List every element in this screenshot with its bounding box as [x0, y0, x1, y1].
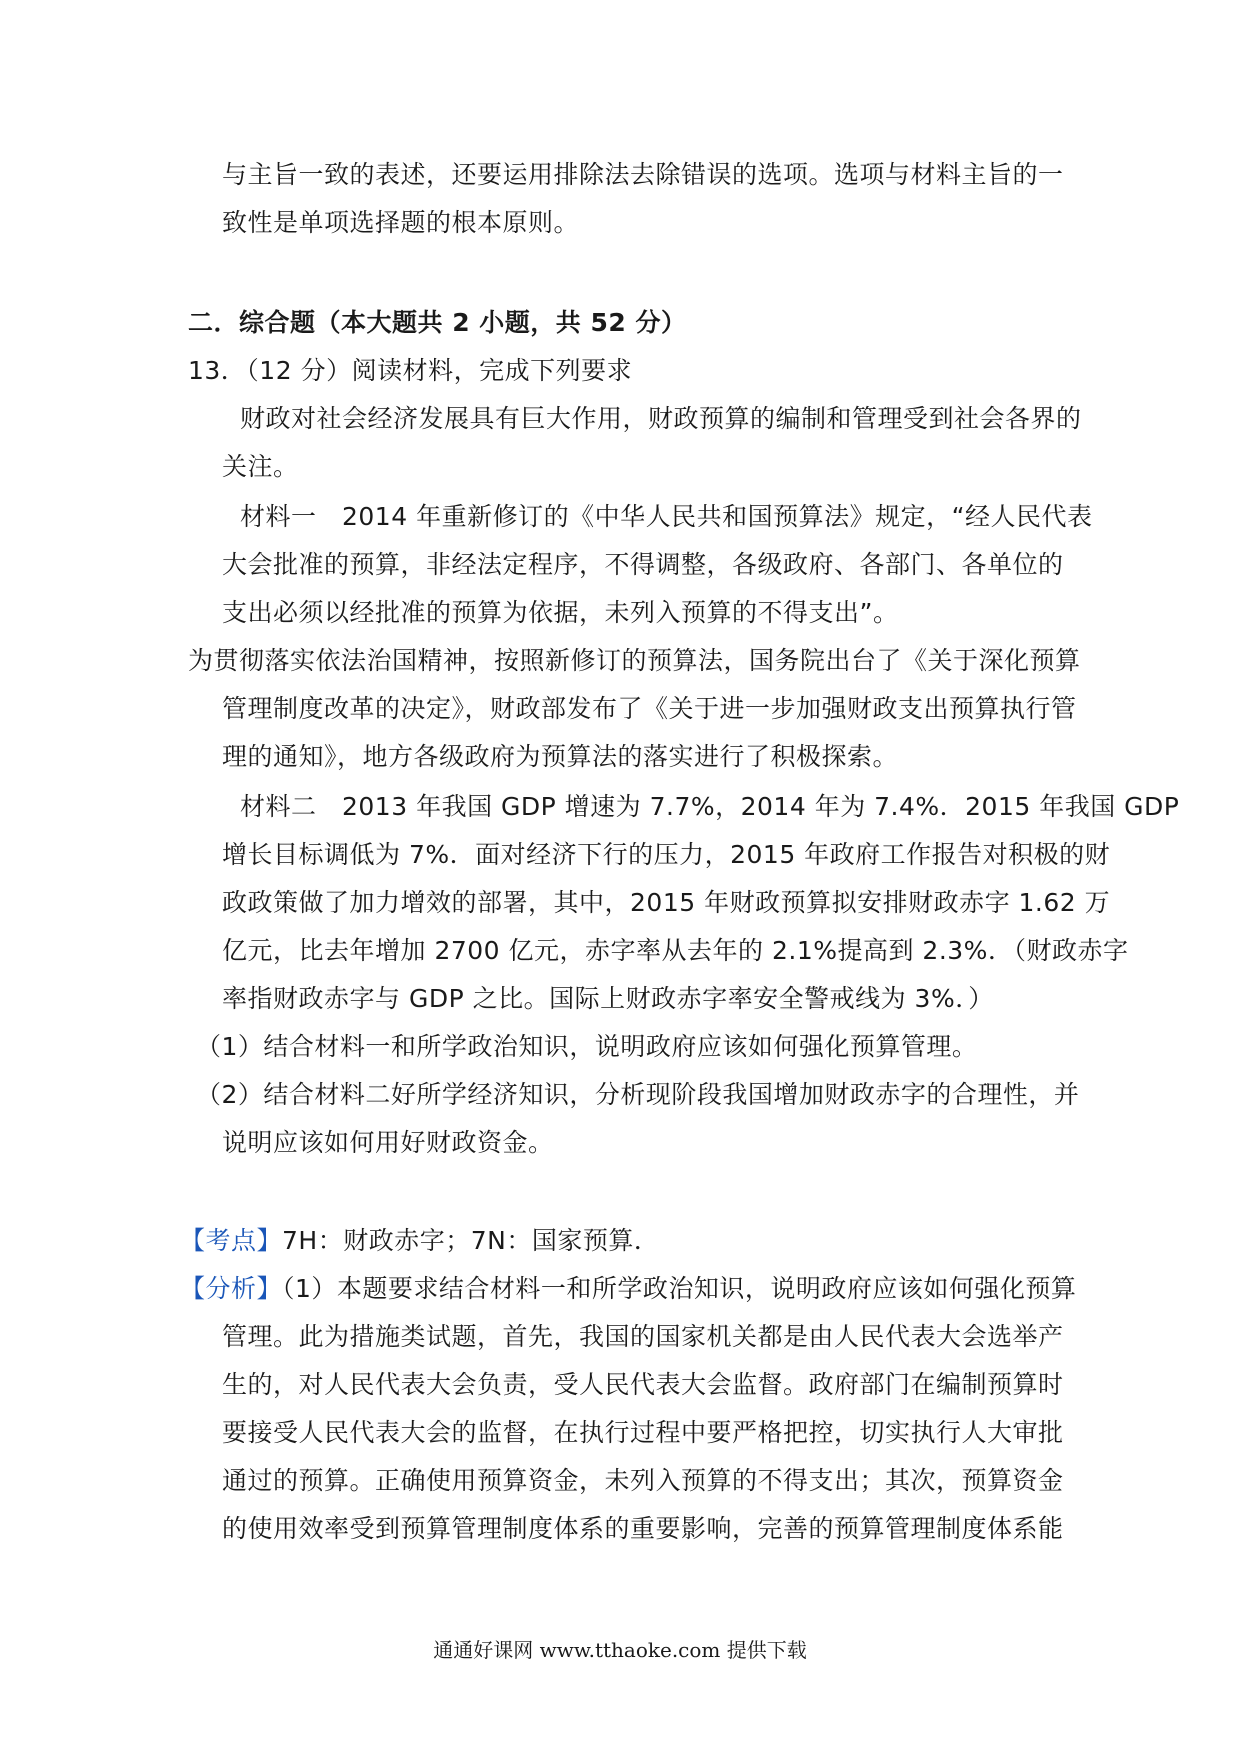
material-2-line: 政政策做了加力增效的部署，其中，2015 年财政预算拟安排财政赤字 1.62 万: [222, 888, 1111, 917]
sub-question-2: 说明应该如何用好财政资金。: [222, 1128, 554, 1157]
material-1-line: 为贯彻落实依法治国精神，按照新修订的预算法，国务院出台了《关于深化预算: [188, 646, 1081, 675]
text-line: 致性是单项选择题的根本原则。: [222, 208, 580, 237]
kaodian-text: 7H：财政赤字；7N：国家预算．: [282, 1226, 660, 1255]
material-1-line: 理的通知》，地方各级政府为预算法的落实进行了积极探索。: [222, 742, 899, 771]
material-1-line: 支出必须以经批准的预算为依据，未列入预算的不得支出”。: [222, 598, 899, 627]
fenxi-first-text: （1）本题要求结合材料一和所学政治知识，说明政府应该如何强化预算: [282, 1274, 1077, 1303]
fenxi-tag: 【分析】: [180, 1274, 283, 1303]
fenxi-line: 要接受人民代表大会的监督，在执行过程中要严格把控，切实执行人大审批: [222, 1418, 1064, 1447]
kaodian-line: [180, 1224, 659, 1258]
fenxi-line: [180, 1272, 1076, 1306]
fenxi-line: 的使用效率受到预算管理制度体系的重要影响，完善的预算管理制度体系能: [222, 1514, 1064, 1543]
fenxi-line: 通过的预算。正确使用预算资金，未列入预算的不得支出；其次，预算资金: [222, 1466, 1064, 1495]
material-2-line: 率指财政赤字与 GDP 之比。国际上财政赤字率安全警戒线为 3%．）: [222, 984, 994, 1013]
text-line: 财政对社会经济发展具有巨大作用，财政预算的编制和管理受到社会各界的: [240, 404, 1082, 433]
material-1-line: 大会批准的预算，非经法定程序，不得调整，各级政府、各部门、各单位的: [222, 550, 1064, 579]
sub-question-1: （1）结合材料一和所学政治知识，说明政府应该如何强化预算管理。: [196, 1032, 978, 1061]
question-header: 13．（12 分）阅读材料，完成下列要求: [188, 356, 633, 385]
fenxi-line: 生的，对人民代表大会负责，受人民代表大会监督。政府部门在编制预算时: [222, 1370, 1064, 1399]
material-2-line: 增长目标调低为 7%．面对经济下行的压力，2015 年政府工作报告对积极的财: [222, 840, 1111, 869]
text-line: 与主旨一致的表述，还要运用排除法去除错误的选项。选项与材料主旨的一: [222, 160, 1064, 189]
section-heading: 二．综合题（本大题共 2 小题，共 52 分）: [188, 308, 687, 337]
material-2-line: 材料二 2013 年我国 GDP 增速为 7.7%，2014 年为 7.4%．2015 年我国 GDP: [240, 792, 1180, 821]
page-footer: 通通好课网 www.tthaoke.com 提供下载: [433, 1638, 807, 1662]
fenxi-line: 管理。此为措施类试题，首先，我国的国家机关都是由人民代表大会选举产: [222, 1322, 1064, 1351]
material-1-line: 管理制度改革的决定》，财政部发布了《关于进一步加强财政支出预算执行管: [222, 694, 1077, 723]
kaodian-tag: 【考点】: [180, 1226, 283, 1255]
material-1-line: 材料一 2014 年重新修订的《中华人民共和国预算法》规定，“经人民代表: [240, 502, 1093, 531]
material-2-line: 亿元，比去年增加 2700 亿元，赤字率从去年的 2.1%提高到 2.3%．（财政赤字: [222, 936, 1129, 965]
sub-question-2: （2）结合材料二好所学经济知识，分析现阶段我国增加财政赤字的合理性，并: [196, 1080, 1080, 1109]
text-line: 关注。: [222, 452, 299, 481]
